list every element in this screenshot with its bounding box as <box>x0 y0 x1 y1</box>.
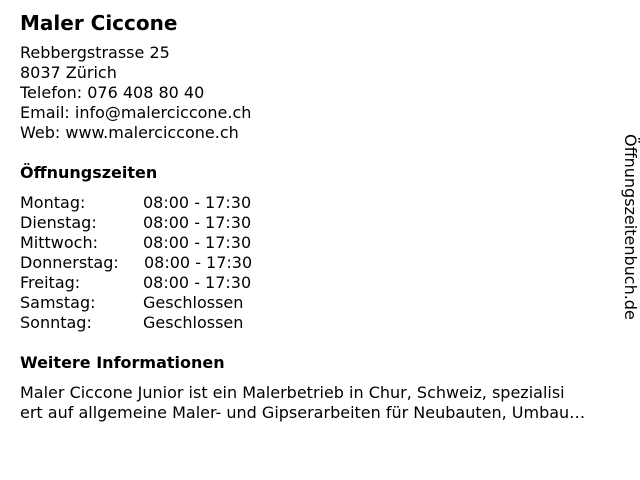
hours-time: 08:00 - 17:30 <box>143 273 252 292</box>
hours-time: Geschlossen <box>143 313 244 332</box>
hours-day: Montag: <box>20 193 86 212</box>
hours-time: 08:00 - 17:30 <box>144 253 253 272</box>
opening-hours-heading: Öffnungszeiten <box>20 163 158 182</box>
city: 8037 Zürich <box>20 63 117 82</box>
hours-day: Donnerstag: <box>20 253 119 272</box>
hours-row-monday <box>20 193 630 213</box>
business-description <box>20 383 630 423</box>
hours-row-sunday <box>20 313 630 333</box>
description-line-1: Maler Ciccone Junior ist ein Malerbetrieb in Chur, Schweiz, spezialisi <box>20 383 565 402</box>
email: Email: info@malerciccone.ch <box>20 103 252 122</box>
hours-row-thursday <box>20 253 630 273</box>
hours-time: 08:00 - 17:30 <box>143 213 252 232</box>
site-watermark: Öffnungszeitenbuch.de <box>621 134 640 320</box>
hours-row-saturday <box>20 293 630 313</box>
address-block <box>20 43 630 143</box>
hours-row-tuesday <box>20 213 630 233</box>
website: Web: www.malerciccone.ch <box>20 123 239 142</box>
hours-time: 08:00 - 17:30 <box>143 233 252 252</box>
hours-day: Mittwoch: <box>20 233 98 252</box>
hours-day: Samstag: <box>20 293 96 312</box>
business-card <box>20 11 630 423</box>
hours-row-friday <box>20 273 630 293</box>
description-line-2: ert auf allgemeine Maler- und Gipserarbeiten für Neubauten, Umbau… <box>20 403 586 422</box>
hours-day: Dienstag: <box>20 213 97 232</box>
hours-row-wednesday <box>20 233 630 253</box>
more-info-heading: Weitere Informationen <box>20 353 225 372</box>
phone: Telefon: 076 408 80 40 <box>20 83 205 102</box>
hours-time: Geschlossen <box>143 293 244 312</box>
business-name: Maler Ciccone <box>20 11 178 35</box>
street-address: Rebbergstrasse 25 <box>20 43 170 62</box>
opening-hours-table <box>20 193 630 333</box>
hours-time: 08:00 - 17:30 <box>143 193 252 212</box>
hours-day: Freitag: <box>20 273 81 292</box>
hours-day: Sonntag: <box>20 313 92 332</box>
